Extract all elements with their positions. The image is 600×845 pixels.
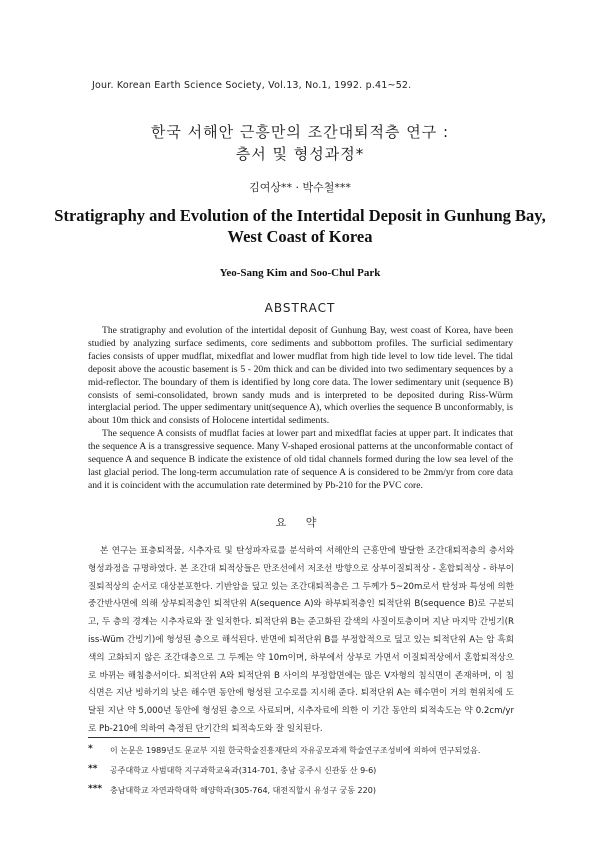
footnote-item — [88, 761, 518, 781]
korean-summary-body — [88, 543, 514, 739]
footnotes — [88, 741, 518, 801]
korean-authors: 김여상** · 박수철*** — [249, 181, 351, 194]
footnote-divider — [88, 737, 210, 738]
english-title-line2: West Coast of Korea — [227, 227, 373, 246]
abstract-body — [88, 325, 513, 493]
korean-title-line1: 한국 서해안 근흥만의 조간대퇴적층 연구 : — [150, 123, 450, 141]
korean-summary-paragraph: 본 연구는 표층퇴적물, 시추자료 및 탄성파자료를 분석하여 서해안의 근흥만에 발달한 조간대퇴적층의 층서와 형성과정을 규명하였다. 본 조간대 퇴적상들은 만조선에서 저조선 방향으로 상부이질퇴적상 - 혼합퇴적상 - 하부이질퇴적상의 순서로 대상분포한다. 기반암을 덮고 있는 조간대퇴적층은 그 두께가 5~20m로서 탄성파 특성에 의한 중간반사면에 의해 상부퇴적층인 퇴적단위 A(sequence A)와 하부퇴적층인 퇴적단위 B(sequence B)로 구분되고, 두 층의 경계는 시추자료와 잘 일치한다. 퇴적단위 B는 준고화된 갈색의 사질이토층이며 지난 마지막 간빙기(Riss-Wüm 간빙기)에 형성된 층으로 해석된다. 반면에 퇴적단위 B를 부정합적으로 덮고 있는 퇴적단위 A는 암 흑회색의 고화되지 않은 조간대층으로 그 두께는 약 10m이며, 하부에서 상부로 가면서 이질퇴적상에서 혼합퇴적상으로 바뀌는 해침층서이다. 퇴적단위 A와 퇴적단위 B 사이의 부정합면에는 많은 V자형의 침식면이 존재하며, 이 침식면은 지난 빙하기의 낮은 해수면 동안에 형성된 고수로를 지시해 준다. 퇴적단위 A는 해수면이 거의 현위치에 도달된 지난 약 5,000년 동안에 형성된 층으로 사료되며, 시추자료에 의한 이 기간 동안의 퇴적속도는 약 0.2cm/yr로 Pb-210에 의하여 측정된 단기간의 퇴적속도와 잘 일치된다. — [88, 546, 514, 734]
abstract-heading: ABSTRACT — [264, 301, 336, 315]
korean-summary-heading: 요 약 — [275, 516, 325, 529]
english-title-line1: Stratigraphy and Evolution of the Intertidal Deposit in Gunhung Bay, — [54, 206, 546, 225]
footnote-mark: * — [88, 744, 93, 754]
footnote-mark: *** — [88, 784, 103, 794]
abstract-paragraph-2: The sequence A consists of mudflat facies at lower part and mixedflat facies at upper part. It indicates that the sequence A is a transgressive sequence. Many V-shaped erosional patterns at the unconformable contact of sequence A and sequence B indicate the existence of old tidal channels formed during the low sea level of the last glacial period. The long-term accumulation rate of sequence A is considered to be 2mm/yr from core data and it is coincident with the accumulation rate determined by Pb-210 for the PVC core. — [88, 428, 513, 491]
footnote-item — [88, 741, 518, 761]
footnote-mark: ** — [88, 764, 98, 774]
footnote-text: 공주대학교 사범대학 지구과학교육과(314-701, 충남 공주시 신관동 산 9-6) — [110, 766, 377, 775]
footnote-text: 이 논문은 1989년도 문교부 지원 한국학술진흥재단의 자유공모과제 학술연구조성비에 의하여 연구되었음. — [110, 746, 481, 755]
english-authors: Yeo-Sang Kim and Soo-Chul Park — [219, 267, 381, 279]
abstract-paragraph-1: The stratigraphy and evolution of the intertidal deposit of Gunhung Bay, west coast of Korea, have been studied by analyzing surface sediments, core sediments and subbottom profiles. The surficial sedimentary facies consists of upper mudflat, mixedflat and lower mudflat from high tide level to low tide level. The tidal deposit above the acoustic basement is 5 - 20m thick and can be divided into two sedimentary sequences by a mid-reflector. The boundary of them is identified by long core data. The lower sedimentary unit (sequence B) consists of semi-consolidated, brown sandy muds and is interpreted to be deposited during Riss-Würm interglacial period. The upper sedimentary unit(sequence A), which overlies the sequence B unconformably, is about 10m thick and consists of Holocene intertidal sediments. — [88, 325, 513, 427]
footnote-item — [88, 781, 518, 801]
korean-title-line2: 층서 및 형성과정* — [235, 145, 365, 163]
footnote-text: 충남대학교 자연과학대학 해양학과(305-764, 대전직할시 유성구 궁동 220) — [110, 786, 376, 795]
journal-citation: Jour. Korean Earth Science Society, Vol.13, No.1, 1992. p.41~52. — [92, 80, 412, 91]
